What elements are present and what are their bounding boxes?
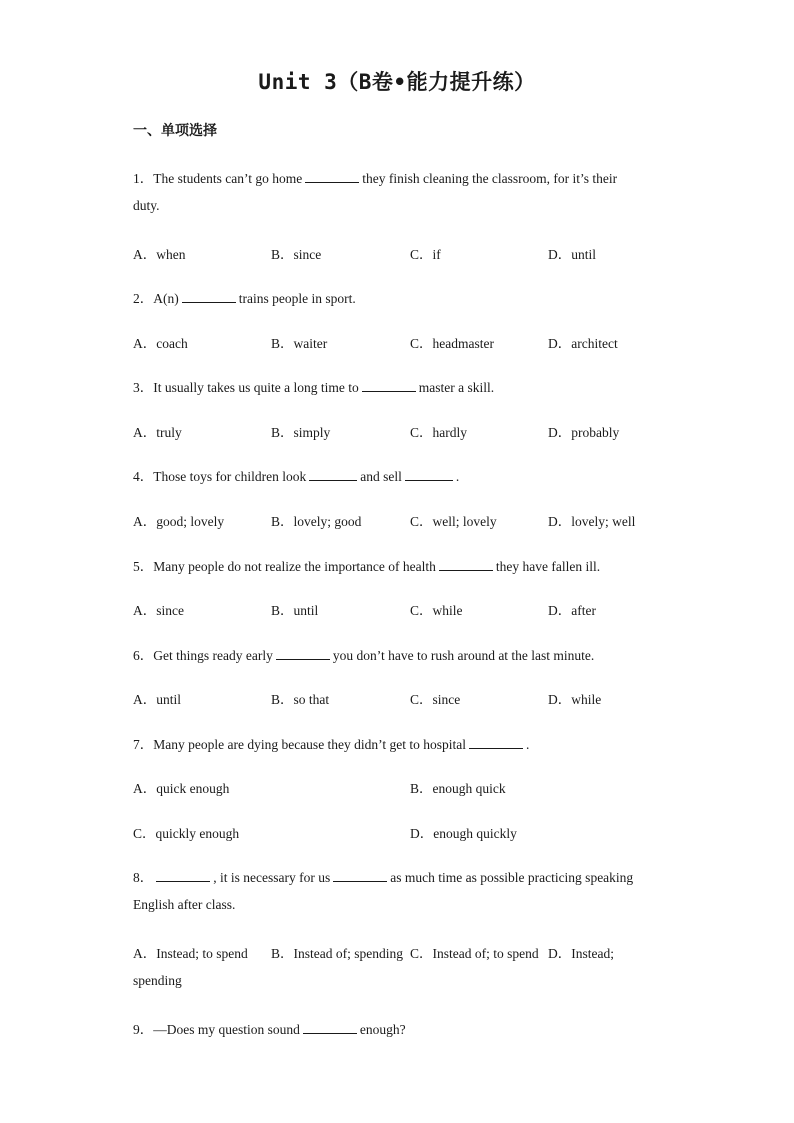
question-8-continued: English after class.	[133, 897, 236, 912]
question-number: 9．	[133, 1022, 154, 1037]
option-a: A．until	[133, 692, 182, 707]
answer-blank	[156, 870, 210, 882]
question-text: A(n)	[153, 291, 179, 306]
option-a: A．since	[133, 603, 184, 618]
question-text: , it is necessary for us	[213, 870, 331, 885]
page-title: Unit 3（B卷•能力提升练）	[258, 70, 536, 94]
question-text: Many people do not realize the importance of health	[153, 559, 436, 574]
option-d: D．Instead;	[548, 946, 614, 961]
option-b: B．since	[271, 247, 322, 262]
option-b: B．waiter	[271, 336, 328, 351]
option-d: D．probably	[548, 425, 620, 440]
option-b: B．Instead of; spending	[271, 946, 403, 961]
option-d-continued: spending	[133, 973, 182, 988]
answer-blank	[309, 469, 357, 481]
answer-blank	[276, 648, 330, 660]
answer-blank	[305, 171, 359, 183]
option-d: D．lovely; well	[548, 514, 636, 529]
option-a: A．Instead; to spend	[133, 946, 248, 961]
question-2	[133, 287, 356, 307]
answer-blank	[405, 469, 453, 481]
answer-blank	[182, 291, 236, 303]
option-c: C．headmaster	[410, 336, 494, 351]
question-number: 7．	[133, 737, 154, 752]
option-c: C．quickly enough	[133, 826, 240, 841]
question-5	[133, 555, 600, 575]
question-text: trains people in sport.	[238, 291, 356, 306]
question-number: 2．	[133, 291, 154, 306]
option-d: D．enough quickly	[410, 826, 517, 841]
question-number: 6．	[133, 648, 154, 663]
question-6	[133, 644, 594, 664]
question-text: you don’t have to rush around at the last minute.	[332, 648, 595, 663]
option-d: D．until	[548, 247, 597, 262]
question-text: as much time as possible practicing speaking	[390, 870, 634, 885]
question-text: Those toys for children look	[153, 469, 307, 484]
question-number: 3．	[133, 380, 154, 395]
question-8	[133, 866, 633, 886]
option-c: C．hardly	[410, 425, 467, 440]
section-heading: 一、单项选择	[133, 123, 217, 139]
question-3	[133, 376, 494, 396]
question-number: 5．	[133, 559, 154, 574]
question-1-continued: duty.	[133, 198, 160, 213]
option-c: C．Instead of; to spend	[410, 946, 539, 961]
answer-blank	[362, 380, 416, 392]
question-text: The students can’t go home	[153, 171, 303, 186]
question-text: they finish cleaning the classroom, for it’s their	[362, 171, 618, 186]
question-text: Many people are dying because they didn’t get to hospital	[153, 737, 467, 752]
question-text: and sell	[360, 469, 402, 484]
question-text: —Does my question sound	[153, 1022, 300, 1037]
answer-blank	[333, 870, 387, 882]
option-b: B．so that	[271, 692, 330, 707]
question-number: 8．	[133, 870, 154, 885]
question-text: It usually takes us quite a long time to	[153, 380, 359, 395]
answer-blank	[303, 1022, 357, 1034]
answer-blank	[469, 737, 523, 749]
option-b: B．lovely; good	[271, 514, 362, 529]
option-c: C．since	[410, 692, 461, 707]
question-text: they have fallen ill.	[495, 559, 601, 574]
option-c: C．well; lovely	[410, 514, 497, 529]
question-text: .	[526, 737, 530, 752]
option-c: C．while	[410, 603, 463, 618]
question-number: 4．	[133, 469, 154, 484]
option-a: A．good; lovely	[133, 514, 225, 529]
option-a: A．when	[133, 247, 186, 262]
question-text: master a skill.	[418, 380, 495, 395]
answer-blank	[439, 559, 493, 571]
question-4	[133, 465, 459, 485]
option-d: D．after	[548, 603, 596, 618]
question-text: Get things ready early	[153, 648, 273, 663]
option-c: C．if	[410, 247, 441, 262]
question-7	[133, 733, 529, 753]
question-1	[133, 167, 617, 187]
option-a: A．truly	[133, 425, 182, 440]
question-number: 1．	[133, 171, 154, 186]
question-text: .	[455, 469, 460, 484]
option-a: A．quick enough	[133, 781, 230, 796]
question-text: enough?	[359, 1022, 406, 1037]
option-a: A．coach	[133, 336, 188, 351]
option-b: B．until	[271, 603, 319, 618]
option-b: B．enough quick	[410, 781, 506, 796]
option-b: B．simply	[271, 425, 331, 440]
option-d: D．architect	[548, 336, 618, 351]
option-d: D．while	[548, 692, 602, 707]
question-9	[133, 1018, 406, 1038]
